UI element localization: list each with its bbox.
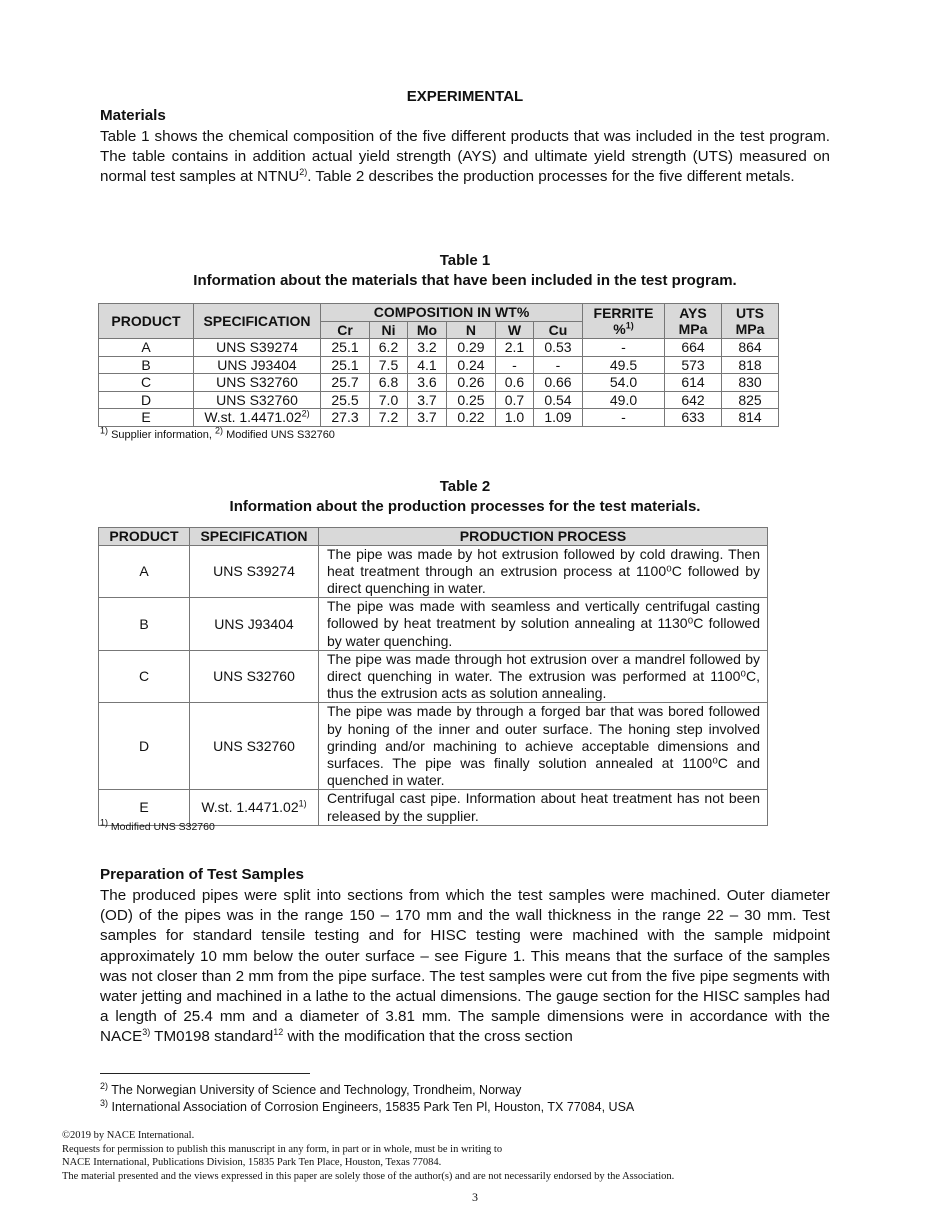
ferrite-cell: - [583, 339, 665, 357]
col-ni: Ni [370, 321, 408, 339]
composition-cell: 0.66 [533, 374, 582, 392]
table-1 [98, 303, 779, 427]
text: UNS S32760 [216, 391, 298, 408]
product-cell: E [99, 409, 194, 427]
composition-cell: 25.5 [321, 391, 370, 409]
product-cell: B [99, 598, 190, 651]
composition-cell: 3.2 [407, 339, 446, 357]
footnote-ref: 2) [301, 408, 310, 419]
specification-cell [194, 374, 321, 392]
composition-cell: 25.7 [321, 374, 370, 392]
uts-cell: 825 [722, 391, 779, 409]
table-row [99, 703, 768, 790]
composition-cell: 0.25 [446, 391, 495, 409]
ays-cell: 573 [665, 356, 722, 374]
ferrite-cell: 49.0 [583, 391, 665, 409]
table-row [99, 650, 768, 703]
composition-cell: 6.8 [370, 374, 408, 392]
composition-cell: 0.26 [446, 374, 495, 392]
uts-cell: 864 [722, 339, 779, 357]
text: UNS S32760 [216, 374, 298, 390]
product-cell: A [99, 545, 190, 598]
text: W.st. 1.4471.02 [201, 799, 299, 816]
text: UNS S32760 [213, 738, 295, 755]
footnote-ref: 1) [298, 798, 307, 809]
footnote-ref: 2) [299, 167, 308, 178]
uts-cell: 830 [722, 374, 779, 392]
col-mo: Mo [407, 321, 446, 339]
col-specification: SPECIFICATION [190, 528, 319, 546]
col-specification: SPECIFICATION [194, 304, 321, 339]
table2-label: Table 2 [439, 478, 491, 495]
table1-caption: Information about the materials that have been included in the test program. [193, 272, 737, 289]
composition-cell: 25.1 [321, 339, 370, 357]
specification-cell [194, 339, 321, 357]
product-cell: B [99, 356, 194, 374]
specification-cell [194, 409, 321, 427]
composition-cell: 7.5 [370, 356, 408, 374]
col-cr: Cr [321, 321, 370, 339]
composition-cell: 27.3 [321, 409, 370, 427]
col-n: N [446, 321, 495, 339]
preparation-heading: Preparation of Test Samples [100, 866, 304, 883]
table1-footnote: $^{1)}$ Supplier information, $^{2)}$ Modified UNS S32760 [100, 425, 335, 441]
text: UNS J93404 [214, 615, 294, 632]
process-cell: The pipe was made by through a forged bar that was bored followed by honing of the inner and outer surface. The honing step involved grinding and/or machining to achieve acceptable dimensions and surfaces. The pipe was finally solution annealed at 1100⁰C and quenched in water. [319, 703, 768, 790]
specification-cell [194, 391, 321, 409]
col-uts: UTS MPa [722, 304, 779, 339]
ays-cell: 642 [665, 391, 722, 409]
col-ays: AYS MPa [665, 304, 722, 339]
process-cell: The pipe was made by hot extrusion followed by cold drawing. Then heat treatment through an extrusion process at 1100⁰C followed by direct quenching in water. [319, 545, 768, 598]
materials-heading: Materials [100, 107, 166, 124]
product-cell: C [99, 374, 194, 392]
col-composition: COMPOSITION IN WT% [321, 304, 583, 322]
composition-cell: 4.1 [407, 356, 446, 374]
copyright-line: ©2019 by NACE International. [62, 1130, 195, 1141]
page-number: 3 [472, 1190, 478, 1204]
composition-cell: - [533, 356, 582, 374]
table-row [99, 790, 768, 825]
ays-cell: 614 [665, 374, 722, 392]
composition-cell: 0.24 [446, 356, 495, 374]
composition-cell: 0.22 [446, 409, 495, 427]
composition-cell: 0.7 [495, 391, 533, 409]
footnote-2: $^{2)}$ The Norwegian University of Science and Technology, Trondheim, Norway [100, 1080, 522, 1097]
product-cell: C [99, 650, 190, 703]
table-row [99, 374, 779, 392]
composition-cell: 3.7 [407, 391, 446, 409]
footnote-3: $^{3)}$ International Association of Corrosion Engineers, 15835 Park Ten Pl, Houston, TX 77084, USA [100, 1097, 635, 1114]
product-cell: E [99, 790, 190, 825]
specification-cell [194, 356, 321, 374]
table-row [99, 391, 779, 409]
ferrite-cell: 54.0 [583, 374, 665, 392]
composition-cell: 0.29 [446, 339, 495, 357]
copyright-line: Requests for permission to publish this manuscript in any form, in part or in whole, must be in writing to [62, 1143, 503, 1155]
col-production-process: PRODUCTION PROCESS [319, 528, 768, 546]
text: Table 1 shows the chemical composition of the five different products that was included in the test program. The table contains in addition actual yield strength (AYS) and ultimate yield strength (UTS) measured on normal test samples at NTNU [100, 128, 830, 186]
col-ferrite: FERRITE %$^{1)}$ [583, 304, 665, 339]
composition-cell: 1.09 [533, 409, 582, 427]
table-2 [98, 527, 768, 826]
specification-cell [190, 790, 319, 825]
table2-footnote: $^{1)}$ Modified UNS S32760 [100, 817, 215, 833]
table1-label: Table 1 [439, 252, 491, 269]
composition-cell: 1.0 [495, 409, 533, 427]
text: UNS S39274 [216, 339, 298, 355]
process-cell: The pipe was made with seamless and vertically centrifugal casting followed by heat treatment by solution annealing at 1130⁰C followed by water quenching. [319, 598, 768, 651]
table-row [99, 545, 768, 598]
table-row [99, 409, 779, 427]
uts-cell: 818 [722, 356, 779, 374]
col-cu: Cu [533, 321, 582, 339]
composition-cell: 3.6 [407, 374, 446, 392]
col-w: W [495, 321, 533, 339]
preparation-paragraph: The produced pipes were split into sections from which the test samples were machined. Outer diameter (OD) of the pipes was in the range 150 – 170 mm and the wall thickness in the range 22 – 30 mm. Test samples for standard tensile testing and for HISC testing were machined with the sample midpoint approximately 10 mm below the outer surface – see Figure 1. This means that the surface of the samples was not closer than 2 mm from the pipe surface. The test samples were cut from the five pipe segments with water jetting and machined in a lathe to the actual dimensions. The gauge section for the HISC samples had a length of 25.4 mm and a diameter of 3.81 mm. The sample dimensions were in accordance with the NACE$^{3)}$ TM0198 standard$^{12}$ with the modification that the cross section [100, 887, 830, 1046]
table-row [99, 339, 779, 357]
composition-cell: 3.7 [407, 409, 446, 427]
uts-cell: 814 [722, 409, 779, 427]
text: . Table 2 describes the production processes for the five different metals. [307, 168, 795, 186]
col-product: PRODUCT [99, 528, 190, 546]
text: UNS S39274 [213, 563, 295, 580]
ays-cell: 664 [665, 339, 722, 357]
composition-cell: 6.2 [370, 339, 408, 357]
text: UNS S32760 [213, 668, 295, 685]
copyright-line: NACE International, Publications Division, 15835 Park Ten Place, Houston, Texas 77084. [62, 1157, 442, 1169]
composition-cell: 25.1 [321, 356, 370, 374]
table-row [99, 356, 779, 374]
product-cell: D [99, 703, 190, 790]
composition-cell: 2.1 [495, 339, 533, 357]
product-cell: A [99, 339, 194, 357]
page-footnotes [100, 1082, 634, 1116]
process-cell: The pipe was made through hot extrusion over a mandrel followed by direct quenching in water. The extrusion was performed at 1100⁰C, thus the extrusion acts as solution annealing. [319, 650, 768, 703]
copyright-block [62, 1129, 674, 1183]
text: W.st. 1.4471.02 [204, 409, 302, 425]
copyright-line: The material presented and the views expressed in this paper are solely those of the author(s) and are not necessarily endorsed by the Association. [62, 1170, 675, 1182]
process-cell: Centrifugal cast pipe. Information about heat treatment has not been released by the supplier. [319, 790, 768, 825]
specification-cell [190, 598, 319, 651]
table2-caption: Information about the production processes for the test materials. [229, 498, 701, 515]
composition-cell: 7.2 [370, 409, 408, 427]
specification-cell [190, 650, 319, 703]
text: UNS J93404 [217, 356, 297, 373]
composition-cell: 0.54 [533, 391, 582, 409]
ferrite-cell: 49.5 [583, 356, 665, 374]
col-product: PRODUCT [99, 304, 194, 339]
ays-cell: 633 [665, 409, 722, 427]
composition-cell: 7.0 [370, 391, 408, 409]
materials-paragraph [100, 127, 830, 188]
product-cell: D [99, 391, 194, 409]
footnote-divider [100, 1073, 310, 1074]
composition-cell: - [495, 356, 533, 374]
specification-cell [190, 703, 319, 790]
ferrite-cell: - [583, 409, 665, 427]
composition-cell: 0.53 [533, 339, 582, 357]
section-title: EXPERIMENTAL [406, 88, 524, 105]
specification-cell [190, 545, 319, 598]
table-row [99, 598, 768, 651]
composition-cell: 0.6 [495, 374, 533, 392]
